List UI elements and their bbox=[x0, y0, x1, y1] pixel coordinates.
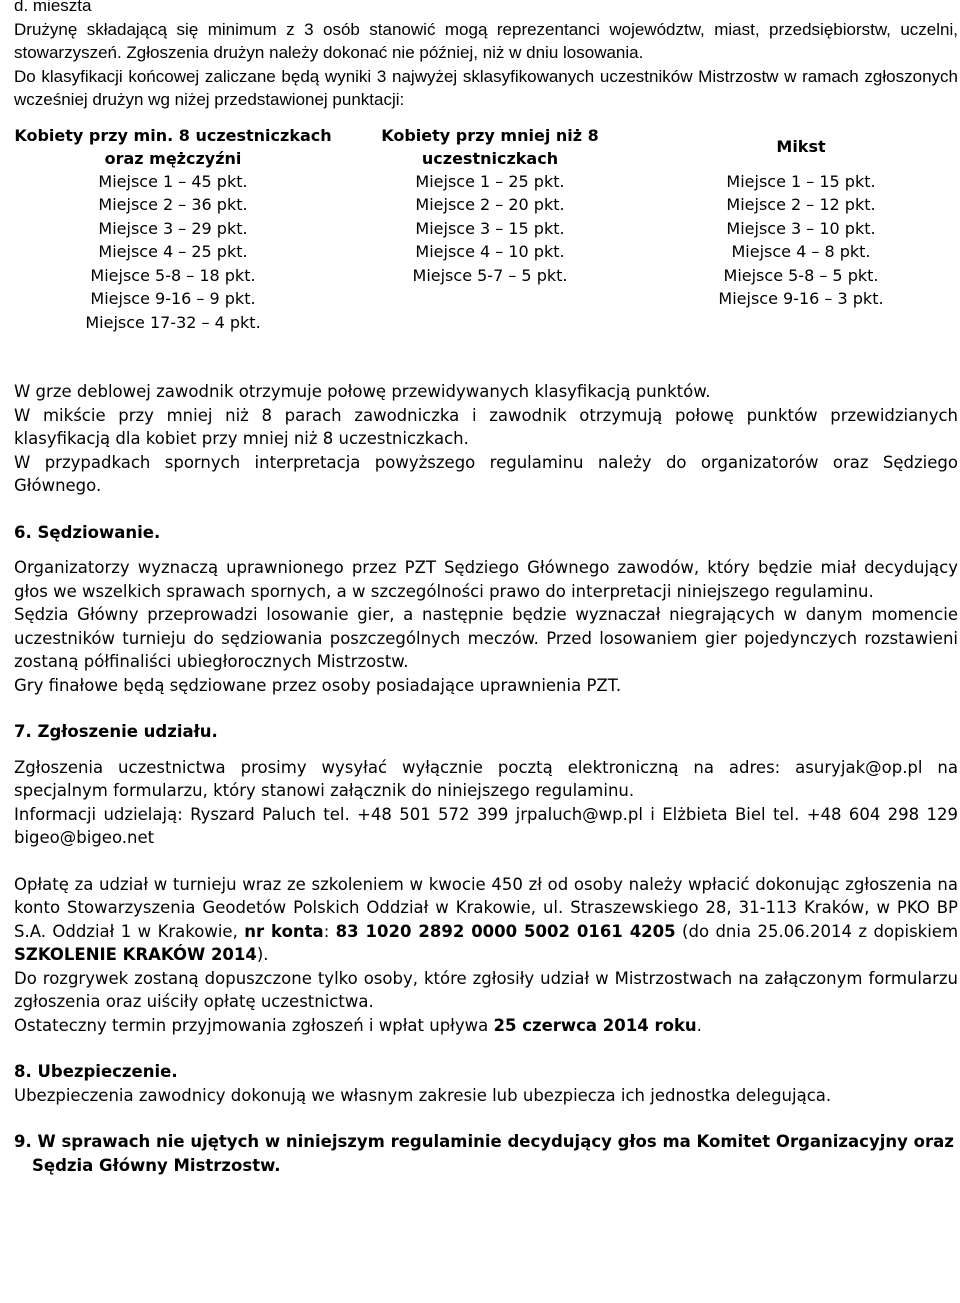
account-label: nr konta bbox=[244, 921, 324, 941]
table-cell: Miejsce 4 – 25 pkt. bbox=[98, 242, 248, 261]
fee-tag: SZKOLENIE KRAKÓW 2014 bbox=[14, 945, 257, 964]
section-7-paragraph-4: Do rozgrywek zostaną dopuszczone tylko osoby, które zgłosiły udział w Mistrzostwach na załączonym formularzu zgłoszenia oraz uiściły opłatę uczestnictwa. bbox=[14, 968, 958, 1011]
list-item-d: d. mieszta bbox=[14, 0, 92, 15]
table-cell: Miejsce 4 – 10 pkt. bbox=[415, 242, 565, 261]
section-8-title: 8. Ubezpieczenie. bbox=[14, 1062, 178, 1081]
table-cell: Miejsce 1 – 25 pkt. bbox=[415, 171, 565, 191]
table-cell: Miejsce 2 – 12 pkt. bbox=[726, 195, 876, 214]
account-number: 83 1020 2892 0000 5002 0161 4205 bbox=[335, 921, 676, 941]
table-cell bbox=[648, 311, 954, 335]
fee-deadline-text: (do dnia 25.06.2014 z dopiskiem bbox=[682, 921, 959, 941]
fee-close: ). bbox=[256, 945, 269, 964]
table-cell: Miejsce 1 – 15 pkt. bbox=[726, 171, 876, 191]
section-6-paragraph-3: Gry finałowe będą sędziowane przez osoby posiadające uprawnienia PZT. bbox=[14, 675, 622, 695]
table-cell: Miejsce 3 – 29 pkt. bbox=[98, 218, 248, 238]
paragraph-doubles: W grze deblowej zawodnik otrzymuje połowę przewidywanych klasyfikacją punktów. bbox=[14, 382, 711, 401]
table-cell bbox=[332, 311, 648, 335]
table-row bbox=[14, 311, 954, 335]
section-7-paragraph-2: Informacji udzielają: Ryszard Paluch tel. +48 501 572 399 jrpaluch@wp.pl i Elżbieta Biel tel. +48 604 298 129 bigeo@bigeo.net bbox=[14, 804, 958, 847]
table-cell: Miejsce 2 – 36 pkt. bbox=[98, 195, 248, 214]
section-9-text: 9. W sprawach nie ujętych w niniejszym regulaminie decydujący głos ma Komitet Organizacyjny oraz Sędzia Główny Mistrzostw. bbox=[14, 1132, 954, 1175]
table-header-row bbox=[14, 124, 954, 170]
section-7-deadline bbox=[14, 1014, 958, 1038]
section-8-paragraph-1: Ubezpieczenia zawodnicy dokonują we własnym zakresie lub ubezpiecza ich jednostka delegująca. bbox=[14, 1085, 832, 1105]
table-cell: Miejsce 4 – 8 pkt. bbox=[731, 242, 871, 261]
table-row bbox=[14, 287, 954, 311]
fee-text: Opłatę za udział w turnieju wraz ze szkoleniem w kwocie 450 zł od osoby należy wpłacić dokonując zgłoszenia na konto Stowarzyszenia Geodetów Polskich Oddział w Krakowie, ul. Straszewskiego 28, 31-113 Kraków, w PKO BP S.A. Oddział 1 w Krakowie, bbox=[14, 874, 958, 941]
table-cell: Miejsce 9-16 – 3 pkt. bbox=[718, 289, 884, 308]
header-women-less8: Kobiety przy mniej niż 8 uczestniczkach bbox=[381, 125, 599, 168]
table-cell: Miejsce 17-32 – 4 pkt. bbox=[85, 312, 261, 332]
deadline-date: 25 czerwca 2014 roku bbox=[493, 1015, 697, 1035]
header-mixed: Mikst bbox=[776, 137, 826, 156]
deadline-text: Ostateczny termin przyjmowania zgłoszeń i wpłat upływa bbox=[14, 1015, 489, 1035]
section-6-paragraph-2: Sędzia Główny przeprowadzi losowanie gier, a następnie będzie wyznaczał niegrających w danym momencie uczestników turnieju do sędziowania poszczególnych meczów. Przed losowaniem gier pojedynczych rozstawieni zostaną półfinaliści ubiegłorocznych Mistrzostw. bbox=[14, 605, 958, 671]
deadline-dot: . bbox=[696, 1015, 702, 1035]
table-cell: Miejsce 2 – 20 pkt. bbox=[415, 195, 565, 214]
paragraph-teams: Drużynę składającą się minimum z 3 osób stanowić mogą reprezentanci województw, miast, przedsiębiorstw, uczelni, stowarzyszeń. Zgłoszenia drużyn należy dokonać nie później, niż w dniu losowania. bbox=[14, 19, 958, 62]
table-cell: Miejsce 3 – 15 pkt. bbox=[415, 218, 565, 238]
table-row bbox=[14, 170, 954, 194]
section-7-title: 7. Zgłoszenie udziału. bbox=[14, 722, 218, 741]
account-colon: : bbox=[323, 921, 330, 941]
table-cell: Miejsce 5-7 – 5 pkt. bbox=[412, 265, 568, 285]
table-row bbox=[14, 217, 954, 241]
section-7-paragraph-1: Zgłoszenia uczestnictwa prosimy wysyłać wyłącznie pocztą elektroniczną na adres: asuryjak@op.pl na specjalnym formularzu, który stanowi załącznik do niniejszego regulaminu. bbox=[14, 757, 958, 800]
table-cell bbox=[332, 287, 648, 311]
table-cell: Miejsce 5-8 – 5 pkt. bbox=[723, 265, 879, 285]
paragraph-mixed: W mikście przy mniej niż 8 parach zawodniczka i zawodnik otrzymują połowę punktów przewidzianych klasyfikacją dla kobiet przy mniej niż 8 uczestniczkach. bbox=[14, 405, 958, 448]
table-cell: Miejsce 3 – 10 pkt. bbox=[726, 218, 876, 238]
table-cell: Miejsce 5-8 – 18 pkt. bbox=[90, 265, 256, 285]
table-row bbox=[14, 193, 954, 217]
table-cell: Miejsce 9-16 – 9 pkt. bbox=[90, 289, 256, 308]
points-table bbox=[14, 124, 954, 335]
paragraph-classification: Do klasyfikacji końcowej zaliczane będą wyniki 3 najwyżej sklasyfikowanych uczestników Mistrzostw w ramach zgłoszonych wcześniej drużyn wg niżej przedstawionej punktacji: bbox=[14, 66, 958, 109]
table-cell: Miejsce 1 – 45 pkt. bbox=[98, 171, 248, 191]
paragraph-disputes: W przypadkach spornych interpretacja powyższego regulaminu należy do organizatorów oraz Sędziego Głównego. bbox=[14, 452, 958, 495]
header-women-min8: Kobiety przy min. 8 uczestniczkach oraz mężczyźni bbox=[14, 125, 332, 168]
table-row bbox=[14, 264, 954, 288]
section-7-fee-paragraph bbox=[14, 873, 958, 967]
table-row bbox=[14, 240, 954, 264]
document-page bbox=[14, 0, 958, 1177]
section-6-paragraph-1: Organizatorzy wyznaczą uprawnionego przez PZT Sędziego Głównego zawodów, który będzie miał decydujący głos we wszelkich sprawach spornych, a w szczególności prawo do interpretacji niniejszego regulaminu. bbox=[14, 558, 958, 601]
section-6-title: 6. Sędziowanie. bbox=[14, 522, 161, 542]
